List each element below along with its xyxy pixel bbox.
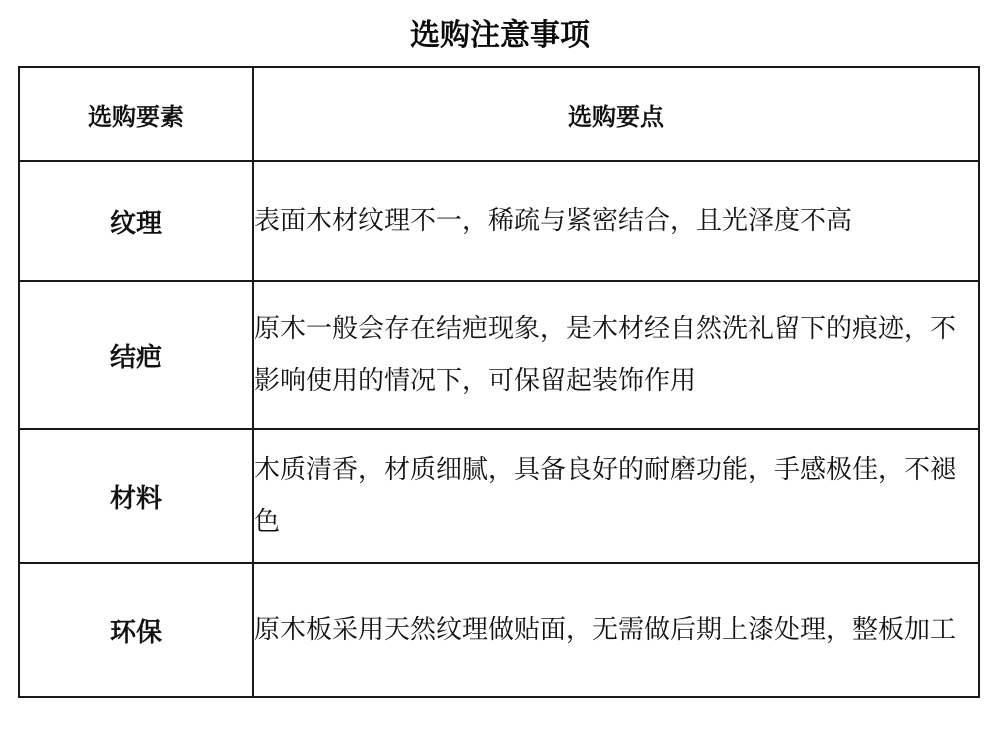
row-point-material: 木质清香，材质细腻，具备良好的耐磨功能，手感极佳，不褪色 [253, 429, 979, 563]
row-factor-eco: 环保 [19, 563, 253, 697]
table-header-row [19, 67, 979, 161]
table-row [19, 161, 979, 281]
row-point-knots: 原木一般会存在结疤现象，是木材经自然洗礼留下的痕迹，不影响使用的情况下，可保留起装饰作用 [253, 281, 979, 429]
table-row [19, 429, 979, 563]
column-header-point: 选购要点 [253, 67, 979, 161]
page-title: 选购注意事项 [410, 18, 590, 53]
row-point-texture: 表面木材纹理不一，稀疏与紧密结合，且光泽度不高 [253, 161, 979, 281]
row-factor-texture: 纹理 [19, 161, 253, 281]
row-factor-material: 材料 [19, 429, 253, 563]
row-point-eco: 原木板采用天然纹理做贴面，无需做后期上漆处理，整板加工 [253, 563, 979, 697]
table-row [19, 563, 979, 697]
column-header-factor: 选购要素 [19, 67, 253, 161]
row-factor-knots: 结疤 [19, 281, 253, 429]
purchase-notes-table [18, 66, 980, 698]
table-row [19, 281, 979, 429]
